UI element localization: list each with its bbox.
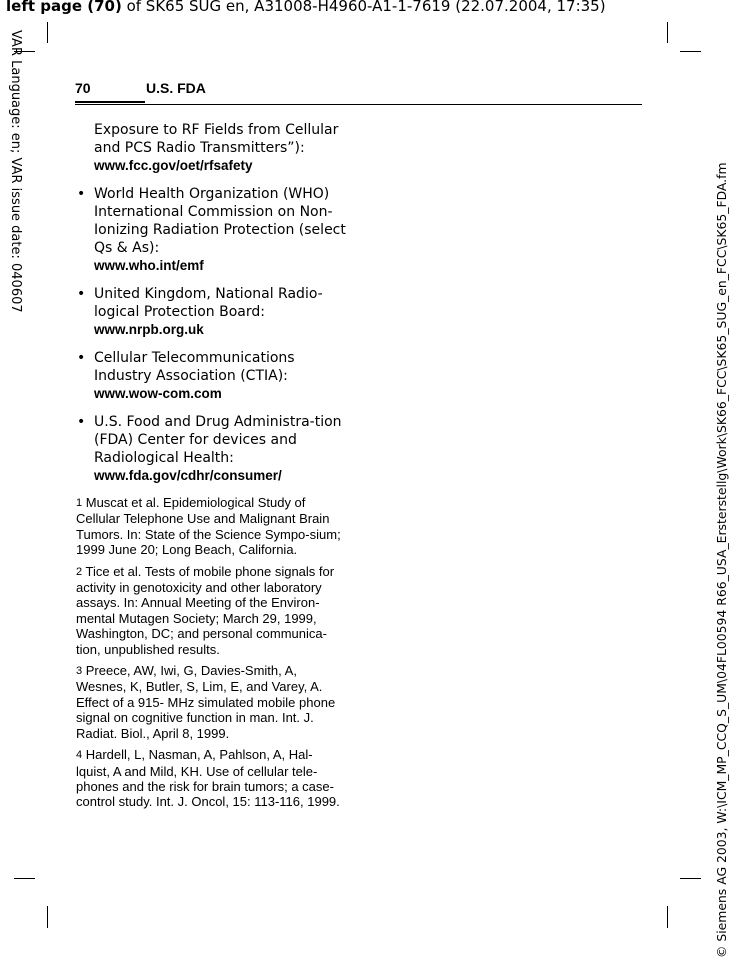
bullet-icon: •	[77, 286, 86, 302]
banner-page-label: left page (70)	[6, 0, 122, 15]
list-item-url-link[interactable]: www.nrpb.org.uk	[94, 322, 204, 337]
list-item-url-link[interactable]: www.who.int/emf	[94, 258, 204, 273]
list-item-text: United Kingdom, National Radio-logical Protection Board:	[94, 286, 323, 320]
footnote	[76, 564, 346, 657]
bullet-icon: •	[77, 350, 86, 366]
crop-mark-top-left-v	[47, 22, 48, 43]
left-margin-info: VAR Language: en; VAR issue date: 040607	[8, 30, 23, 313]
crop-mark-top-right-h	[680, 51, 701, 52]
bullet-icon: •	[77, 186, 86, 202]
crop-mark-bottom-left-h	[14, 878, 35, 879]
right-margin-file-path: © Siemens AG 2003, W:\ICM_MP_CCQ_S_UM\04FL00594 R66_USA_Ersterstellg\Work\SK66_FCC\SK65_SUG_en_FCC\SK65_FDA.fm	[714, 162, 729, 958]
bullet-icon: •	[77, 414, 86, 430]
footnote-text: Tice et al. Tests of mobile phone signals for activity in genotoxicity and other laboratory assays. In: Annual Meeting of the Environ-mental Mutagen Society; March 29, 1999, Washington, DC; and personal communica-tion, unpublished results.	[76, 563, 335, 657]
intro-url-link[interactable]: www.fcc.gov/oet/rfsafety	[94, 158, 253, 173]
list-item-text: U.S. Food and Drug Administra-tion (FDA) Center for devices and Radiological Health:	[94, 414, 342, 466]
document-banner	[6, 0, 606, 15]
footnote	[76, 495, 346, 558]
running-header-title: U.S. FDA	[146, 80, 206, 96]
page-number: 70	[75, 80, 91, 96]
footnote-text: Muscat et al. Epidemiological Study of Cellular Telephone Use and Malignant Brain Tumors. In: State of the Science Sympo-sium; 1999 June 20; Long Beach, California.	[76, 495, 341, 558]
list-item-text: World Health Organization (WHO) International Commission on Non-Ionizing Radiation Protection (select Qs & As):	[94, 186, 346, 256]
footnote-text: Preece, AW, Iwi, G, Davies-Smith, A, Wesnes, K, Butler, S, Lim, E, and Varey, A. Effect of a 915- MHz simulated mobile phone signal on cognitive function in man. Int. J. Radiat. Biol., April 8, 1999.	[76, 663, 336, 741]
footnote-number: 2	[76, 565, 83, 578]
header-rule	[75, 104, 642, 105]
footnote	[76, 747, 346, 810]
list-item	[76, 185, 346, 275]
intro-text: Exposure to RF Fields from Cellular and PCS Radio Transmitters”):	[94, 122, 339, 156]
footnote-text: Hardell, L, Nasman, A, Pahlson, A, Hal-lquist, A and Mild, KH. Use of cellular tele-phones and the risk for brain tumors; a case-control study. Int. J. Oncol, 15: 113-116, 1999.	[76, 747, 340, 810]
list-item	[76, 285, 346, 339]
list-item-url-link[interactable]: www.wow-com.com	[94, 386, 222, 401]
footnote-number: 3	[76, 665, 83, 678]
crop-mark-bottom-right-v	[667, 906, 668, 928]
footnote	[76, 663, 346, 741]
crop-mark-bottom-left-v	[47, 906, 48, 928]
list-item	[76, 413, 346, 485]
banner-details: of SK65 SUG en, A31008-H4960-A1-1-7619 (22.07.2004, 17:35)	[121, 0, 606, 15]
list-item-text: Cellular Telecommunications Industry Association (CTIA):	[94, 350, 295, 384]
crop-mark-bottom-right-h	[680, 878, 701, 879]
intro-paragraph	[76, 121, 346, 175]
footnote-number: 4	[76, 749, 83, 762]
header-page-number-rule	[75, 101, 145, 103]
list-item	[76, 349, 346, 403]
footnote-number: 1	[76, 497, 83, 509]
crop-mark-top-right-v	[667, 22, 668, 43]
list-item-url-link[interactable]: www.fda.gov/cdhr/consumer/	[94, 468, 282, 483]
content-column	[76, 121, 346, 810]
